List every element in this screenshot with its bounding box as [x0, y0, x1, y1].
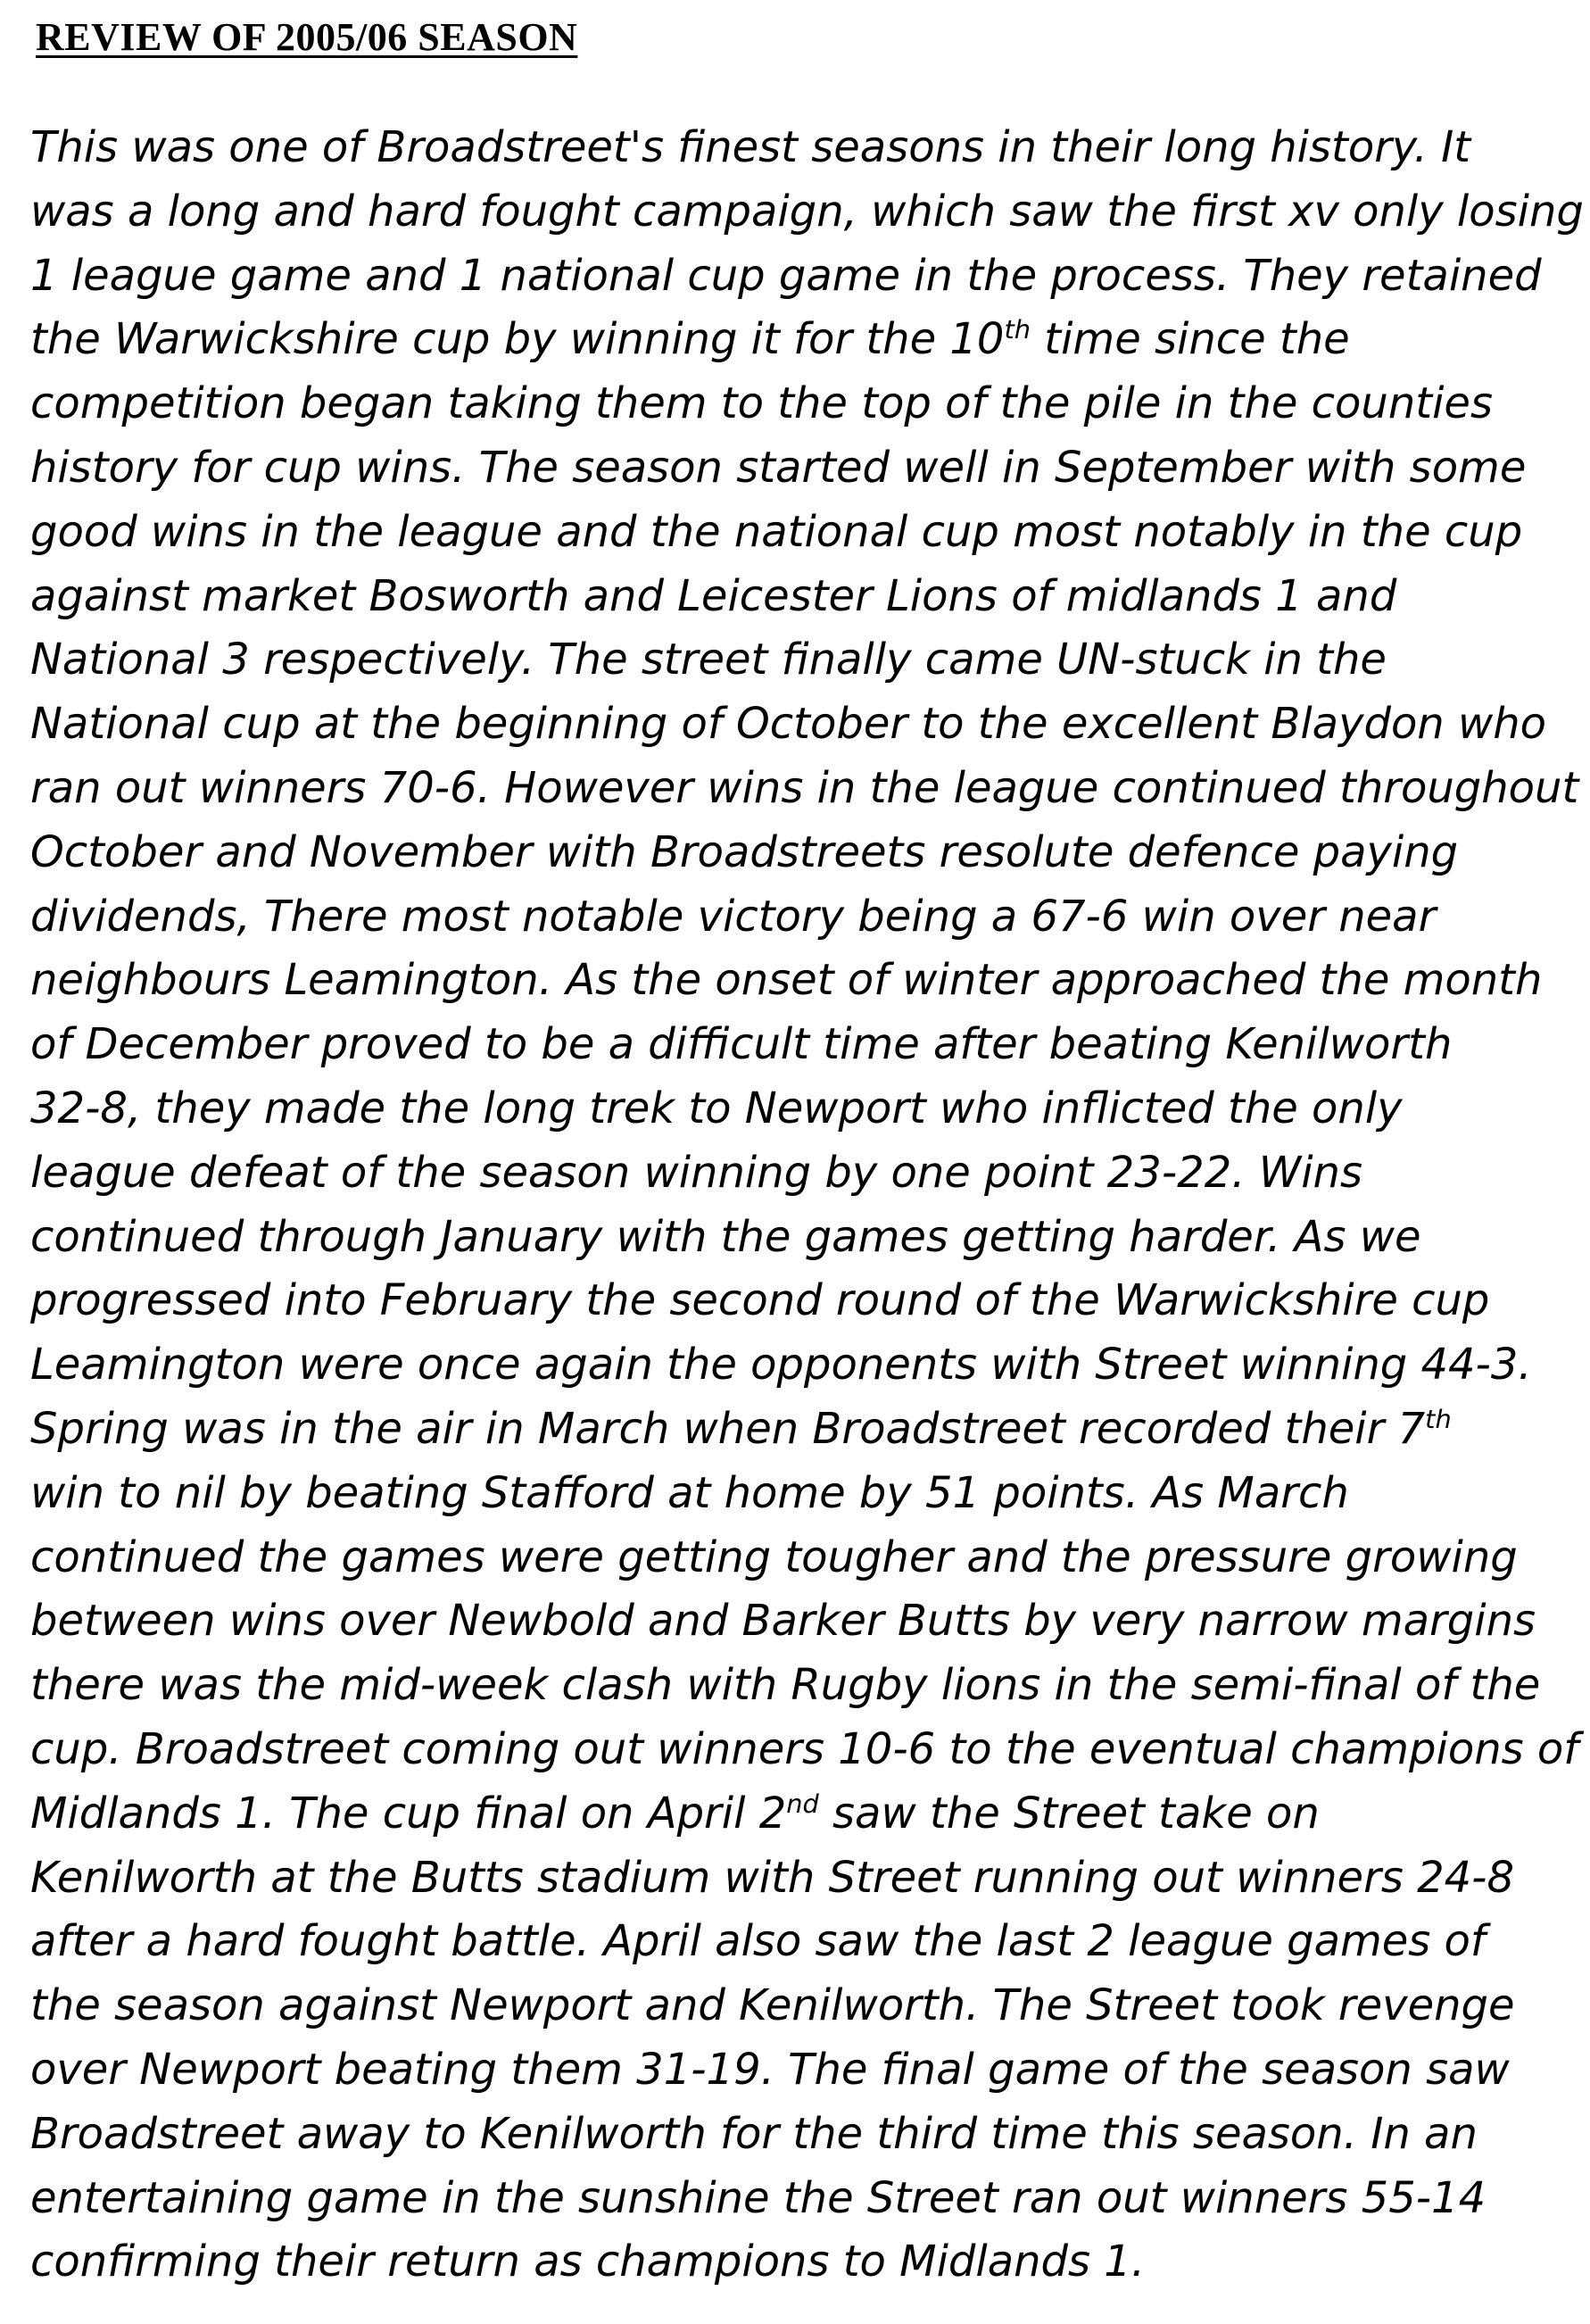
paragraph-line	[30, 1589, 1587, 1654]
paragraph-line	[30, 1013, 1587, 1077]
line-text: continued through January with the games getting harder. As we	[30, 1211, 1421, 1262]
line-text: Kenilworth at the Butts stadium with Street running out winners 24-8	[30, 1852, 1515, 1903]
paragraph-line	[30, 180, 1587, 245]
paragraph-line	[30, 245, 1587, 309]
season-review-paragraph	[30, 116, 1587, 2295]
paragraph-line	[30, 885, 1587, 950]
paragraph-line	[30, 1526, 1587, 1590]
line-text: there was the mid-week clash with Rugby lions in the semi-final of the	[30, 1660, 1541, 1711]
paragraph-line	[30, 757, 1587, 821]
paragraph-line	[30, 1333, 1587, 1398]
line-text: win to nil by beating Stafford at home by 51 points. As March	[30, 1467, 1349, 1518]
line-text: Leamington were once again the opponents with Street winning 44-3.	[30, 1340, 1532, 1390]
line-text: Spring was in the air in March when Broadstreet recorded their 7	[30, 1403, 1426, 1454]
paragraph-line	[30, 1398, 1587, 1462]
paragraph-line	[30, 308, 1587, 372]
line-text: the season against Newport and Kenilworth. The Street took revenge	[30, 1980, 1515, 2031]
paragraph-line	[30, 2038, 1587, 2103]
line-text: entertaining game in the sunshine the Street ran out winners 55-14	[30, 2172, 1486, 2223]
line-text: This was one of Broadstreet's finest seasons in their long history. It	[30, 122, 1471, 172]
line-text: Broadstreet away to Kenilworth for the third time this season. In an	[30, 2108, 1478, 2159]
line-text: competition began taking them to the top of the pile in the counties	[30, 378, 1493, 429]
paragraph-line	[30, 2103, 1587, 2167]
document-heading: REVIEW OF 2005/06 SEASON	[36, 15, 578, 59]
paragraph-line	[30, 501, 1587, 565]
line-text: the Warwickshire cup by winning it for the 10	[30, 314, 1005, 365]
line-text: confirming their return as champions to Midlands 1.	[30, 2237, 1146, 2287]
line-text: October and November with Broadstreets resolute defence paying	[30, 826, 1459, 877]
ordinal-suffix: nd	[786, 1788, 819, 1819]
line-text: 32-8, they made the long trek to Newport who inflicted the only	[30, 1083, 1403, 1133]
line-text: of December proved to be a difficult time after beating Kenilworth	[30, 1019, 1453, 1070]
line-text: continued the games were getting tougher and the pressure growing	[30, 1531, 1518, 1582]
paragraph-line	[30, 628, 1587, 693]
paragraph-line	[30, 1206, 1587, 1270]
paragraph-line	[30, 1654, 1587, 1718]
paragraph-line	[30, 565, 1587, 629]
paragraph-line	[30, 1847, 1587, 1911]
paragraph-line	[30, 1718, 1587, 1782]
paragraph-line	[30, 116, 1587, 180]
paragraph-line	[30, 2167, 1587, 2231]
paragraph-line	[30, 1910, 1587, 1974]
paragraph-line	[30, 1269, 1587, 1333]
line-text: against market Bosworth and Leicester Lions of midlands 1 and	[30, 570, 1397, 621]
line-text: after a hard fought battle. April also saw the last 2 league games of	[30, 1916, 1486, 1967]
paragraph-line	[30, 1141, 1587, 1206]
line-text: progressed into February the second round of the Warwickshire cup	[30, 1275, 1490, 1326]
line-text: dividends, There most notable victory being a 67-6 win over near	[30, 891, 1437, 942]
line-text: National 3 respectively. The street finally came UN-stuck in the	[30, 635, 1387, 685]
paragraph-line	[30, 2230, 1587, 2295]
line-text: neighbours Leamington. As the onset of winter approached the month	[30, 955, 1543, 1006]
line-text-continued: time since the	[1031, 314, 1350, 365]
paragraph-line	[30, 1077, 1587, 1141]
line-text: National cup at the beginning of October to the excellent Blaydon who	[30, 699, 1547, 750]
paragraph-line	[30, 1974, 1587, 2038]
paragraph-line	[30, 949, 1587, 1013]
paragraph-line	[30, 693, 1587, 757]
line-text: cup. Broadstreet coming out winners 10-6 to the eventual champions of	[30, 1723, 1579, 1774]
line-text: league defeat of the season winning by one point 23-22. Wins	[30, 1147, 1362, 1198]
paragraph-line	[30, 821, 1587, 885]
paragraph-line	[30, 1782, 1587, 1847]
line-text: between wins over Newbold and Barker Butts by very narrow margins	[30, 1596, 1536, 1647]
line-text: history for cup wins. The season started well in September with some	[30, 442, 1527, 493]
line-text: Midlands 1. The cup final on April 2	[30, 1788, 787, 1838]
line-text-continued: saw the Street take on	[818, 1788, 1320, 1838]
line-text: ran out winners 70-6. However wins in the league continued throughout	[30, 762, 1579, 813]
line-text: was a long and hard fought campaign, which saw the first xv only losing	[30, 186, 1584, 237]
paragraph-line	[30, 372, 1587, 436]
line-text: 1 league game and 1 national cup game in the process. They retained	[30, 250, 1542, 301]
paragraph-line	[30, 1462, 1587, 1526]
line-text: over Newport beating them 31-19. The final game of the season saw	[30, 2044, 1510, 2095]
ordinal-suffix: th	[1425, 1403, 1452, 1434]
line-text: good wins in the league and the national cup most notably in the cup	[30, 506, 1523, 557]
paragraph-line	[30, 436, 1587, 501]
ordinal-suffix: th	[1004, 314, 1031, 345]
